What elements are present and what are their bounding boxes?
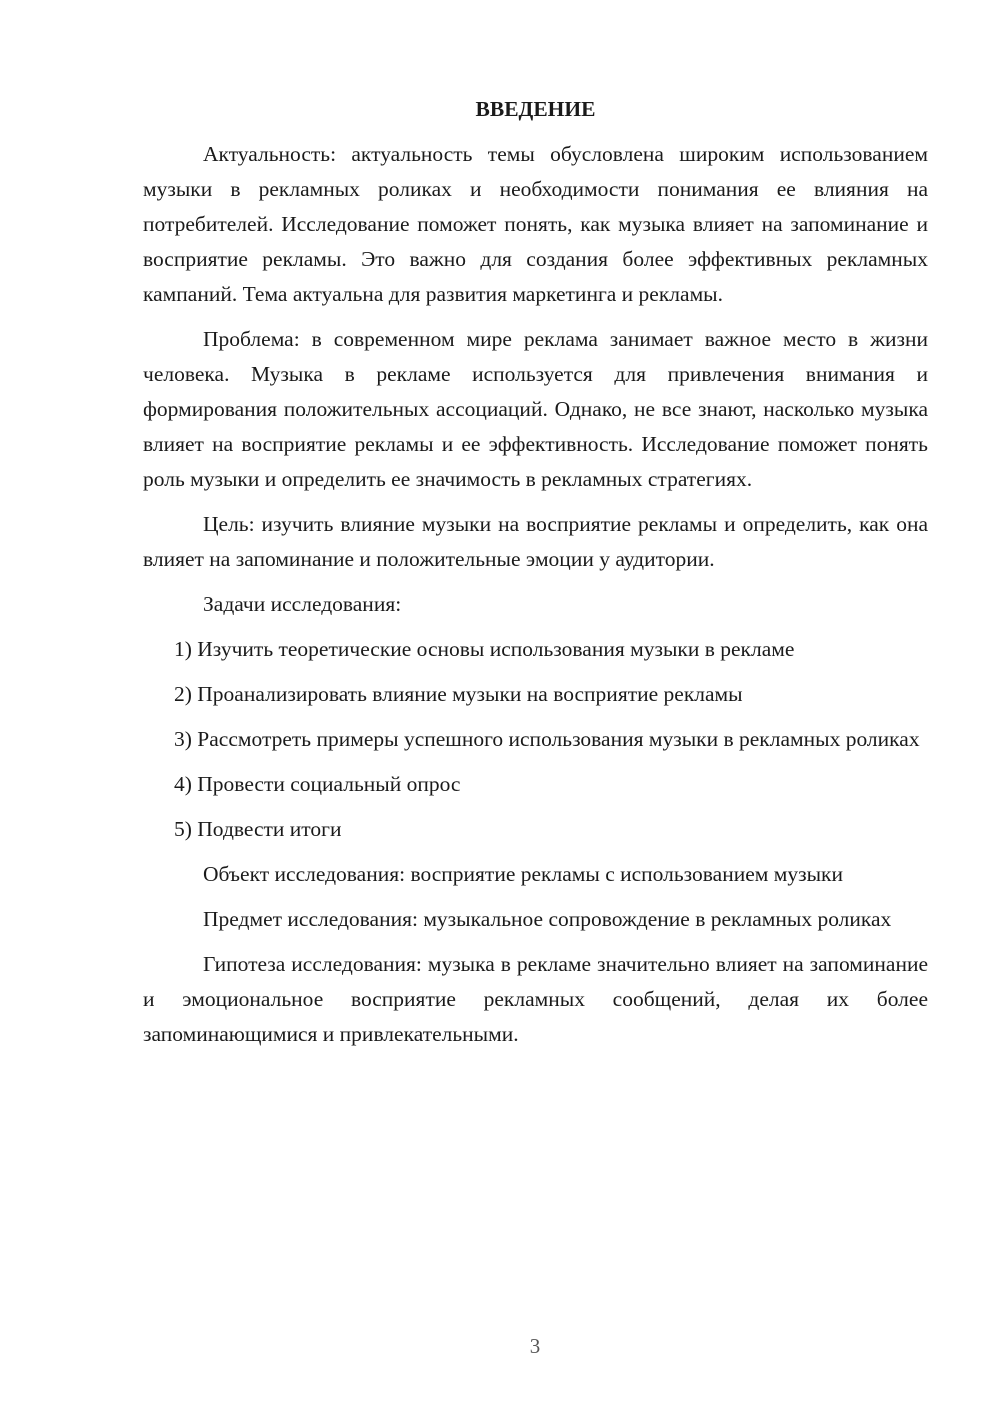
paragraph-goal: Цель: изучить влияние музыки на восприятие рекламы и определить, как она влияет на запоминание и положительные эмоции у аудитории. (143, 512, 928, 571)
task-item-2: 2) Проанализировать влияние музыки на восприятие рекламы (174, 682, 743, 706)
paragraph-problem: Проблема: в современном мире реклама занимает важное место в жизни человека. Музыка в рекламе используется для привлечения внимания и формирования положительных ассоциаций. Однако, не все знают, насколько музыка влияет на восприятие рекламы и ее эффективность. Исследование поможет понять роль музыки и определить ее значимость в рекламных стратегиях. (143, 327, 928, 491)
task-item-1: 1) Изучить теоретические основы использования музыки в рекламе (174, 637, 795, 661)
paragraph-subject: Предмет исследования: музыкальное сопровождение в рекламных роликах (203, 907, 892, 931)
task-item-4: 4) Провести социальный опрос (174, 772, 461, 796)
paragraph-object: Объект исследования: восприятие рекламы с использованием музыки (203, 862, 843, 886)
task-item-5: 5) Подвести итоги (174, 817, 342, 841)
tasks-heading: Задачи исследования: (203, 592, 402, 616)
paragraph-relevance: Актуальность: актуальность темы обусловлена широким использованием музыки в рекламных роликах и необходимости понимания ее влияния на потребителей. Исследование поможет понять, как музыка влияет на запоминание и восприятие рекламы. Это важно для создания более эффективных рекламных кампаний. Тема актуальна для развития маркетинга и рекламы. (143, 142, 928, 306)
page-number: 3 (529, 1334, 541, 1358)
task-item-3: 3) Рассмотреть примеры успешного использования музыки в рекламных роликах (174, 727, 920, 751)
page-title: ВВЕДЕНИЕ (475, 97, 596, 121)
page-content (143, 92, 928, 1062)
paragraph-hypothesis: Гипотеза исследования: музыка в рекламе значительно влияет на запоминание и эмоциональное восприятие рекламных сообщений, делая их более запоминающимися и привлекательными. (143, 952, 928, 1046)
